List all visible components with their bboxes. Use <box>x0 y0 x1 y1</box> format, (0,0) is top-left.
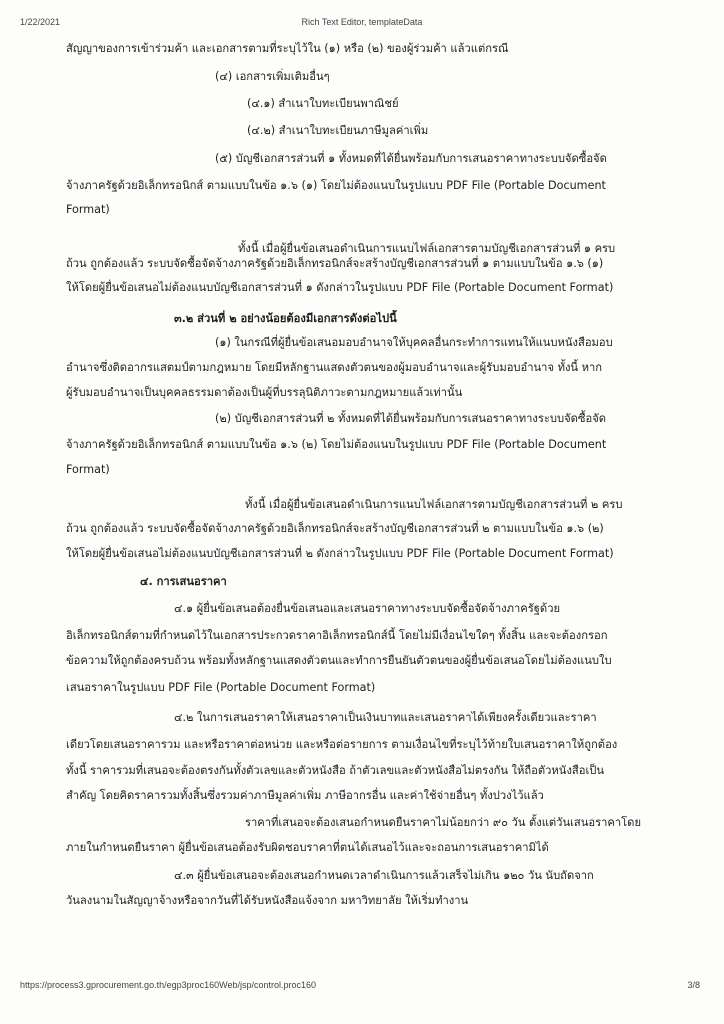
text-line: จ้างภาครัฐด้วยอิเล็กทรอนิกส์ ตามแบบในข้อ ๑.๖ (๒) โดยไม่ต้องแนบในรูปแบบ PDF File (Portable Document <box>66 438 607 451</box>
print-date: 1/22/2021 <box>20 17 61 27</box>
page-number: 3/8 <box>687 980 700 990</box>
text-line: Format) <box>66 463 110 476</box>
print-title: Rich Text Editor, templateData <box>301 17 423 27</box>
text-line: เสนอราคาในรูปแบบ PDF File (Portable Document Format) <box>66 681 376 694</box>
text-line: จ้างภาครัฐด้วยอิเล็กทรอนิกส์ ตามแบบในข้อ ๑.๖ (๑) โดยไม่ต้องแนบในรูปแบบ PDF File (Portable Document <box>66 179 606 192</box>
text-line: (๔.๑) สำเนาใบทะเบียนพาณิชย์ <box>247 97 399 110</box>
footer-url: https://process3.gprocurement.go.th/egp3proc160Web/jsp/control.proc160 <box>20 980 317 990</box>
text-line: อิเล็กทรอนิกส์ตามที่กำหนดไว้ในเอกสารประกวดราคาอิเล็กทรอนิกส์นี้ โดยไม่มีเงื่อนไขใดๆ ทั้งสิ้น และจะต้องกรอก <box>66 629 608 642</box>
text-line: ทั้งนี้ ราคารวมที่เสนอจะต้องตรงกันทั้งตัวเลขและตัวหนังสือ ถ้าตัวเลขและตัวหนังสือไม่ตรงกัน ให้ถือตัวหนังสือเป็น <box>66 764 605 777</box>
text-line: (๔.๒) สำเนาใบทะเบียนภาษีมูลค่าเพิ่ม <box>247 124 429 137</box>
section-heading: ๔. การเสนอราคา <box>140 575 227 588</box>
text-line: Format) <box>66 203 110 216</box>
text-line: สัญญาของการเข้าร่วมค้า และเอกสารตามที่ระบุไว้ใน (๑) หรือ (๒) ของผู้ร่วมค้า แล้วแต่กรณี <box>66 42 509 55</box>
text-line: เดียวโดยเสนอราคารวม และหรือราคาต่อหน่วย และหรือต่อรายการ ตามเงื่อนไขที่ระบุไว้ท้ายใบเสนอราคาให้ถูกต้อง <box>66 738 618 751</box>
text-line: ทั้งนี้ เมื่อผู้ยื่นข้อเสนอดำเนินการแนบไฟล์เอกสารตามบัญชีเอกสารส่วนที่ ๑ ครบ <box>238 242 616 255</box>
text-line: ภายในกำหนดยืนราคา ผู้ยื่นข้อเสนอต้องรับผิดชอบราคาที่ตนได้เสนอไว้และจะถอนการเสนอราคามิได้ <box>66 841 549 854</box>
text-line: ข้อความให้ถูกต้องครบถ้วน พร้อมทั้งหลักฐานแสดงตัวตนและทำการยืนยันตัวตนของผู้ยื่นข้อเสนอโดยไม่ต้องแนบใบ <box>66 654 612 667</box>
text-line: ๔.๑ ผู้ยื่นข้อเสนอต้องยื่นข้อเสนอและเสนอราคาทางระบบจัดซื้อจัดจ้างภาครัฐด้วย <box>174 602 561 615</box>
text-line: ถ้วน ถูกต้องแล้ว ระบบจัดซื้อจัดจ้างภาครัฐด้วยอิเล็กทรอนิกส์จะสร้างบัญชีเอกสารส่วนที่ ๒ ตามแบบในข้อ ๑.๖ (๒) <box>66 522 604 535</box>
text-line: (๕) บัญชีเอกสารส่วนที่ ๑ ทั้งหมดที่ได้ยื่นพร้อมกับการเสนอราคาทางระบบจัดซื้อจัด <box>215 152 607 165</box>
text-line: (๒) บัญชีเอกสารส่วนที่ ๒ ทั้งหมดที่ได้ยื่นพร้อมกับการเสนอราคาทางระบบจัดซื้อจัด <box>215 412 607 425</box>
text-line: ทั้งนี้ เมื่อผู้ยื่นข้อเสนอดำเนินการแนบไฟล์เอกสารตามบัญชีเอกสารส่วนที่ ๒ ครบ <box>245 498 623 511</box>
text-line: ให้โดยผู้ยื่นข้อเสนอไม่ต้องแนบบัญชีเอกสารส่วนที่ ๑ ดังกล่าวในรูปแบบ PDF File (Portable Document Format) <box>66 281 614 294</box>
section-heading: ๓.๒ ส่วนที่ ๒ อย่างน้อยต้องมีเอกสารดังต่อไปนี้ <box>174 312 397 325</box>
text-line: ราคาที่เสนอจะต้องเสนอกำหนดยืนราคาไม่น้อยกว่า ๙๐ วัน ตั้งแต่วันเสนอราคาโดย <box>245 816 642 829</box>
text-line: ๔.๒ ในการเสนอราคาให้เสนอราคาเป็นเงินบาทและเสนอราคาได้เพียงครั้งเดียวและราคา <box>174 711 597 724</box>
text-line: ถ้วน ถูกต้องแล้ว ระบบจัดซื้อจัดจ้างภาครัฐด้วยอิเล็กทรอนิกส์จะสร้างบัญชีเอกสารส่วนที่ ๑ ตามแบบในข้อ ๑.๖ (๑) <box>66 257 604 270</box>
text-line: (๑) ในกรณีที่ผู้ยื่นข้อเสนอมอบอำนาจให้บุคคลอื่นกระทำการแทนให้แนบหนังสือมอบ <box>215 336 613 349</box>
text-line: ให้โดยผู้ยื่นข้อเสนอไม่ต้องแนบบัญชีเอกสารส่วนที่ ๒ ดังกล่าวในรูปแบบ PDF File (Portable Document Format) <box>66 547 614 560</box>
text-line: สำคัญ โดยคิดราคารวมทั้งสิ้นซึ่งรวมค่าภาษีมูลค่าเพิ่ม ภาษีอากรอื่น และค่าใช้จ่ายอื่นๆ ทั้งปวงไว้แล้ว <box>66 789 544 802</box>
text-line: ๔.๓ ผู้ยื่นข้อเสนอจะต้องเสนอกำหนดเวลาดำเนินการแล้วเสร็จไม่เกิน ๑๒๐ วัน นับถัดจาก <box>174 869 594 882</box>
text-line: (๔) เอกสารเพิ่มเติมอื่นๆ <box>215 70 330 83</box>
text-line: วันลงนามในสัญญาจ้างหรือจากวันที่ได้รับหนังสือแจ้งจาก มหาวิทยาลัย ให้เริ่มทำงาน <box>66 894 469 907</box>
text-line: ผู้รับมอบอำนาจเป็นบุคคลธรรมดาต้องเป็นผู้ที่บรรลุนิติภาวะตามกฎหมายแล้วเท่านั้น <box>66 386 463 399</box>
text-line: อำนาจซึ่งติดอากรแสตมป์ตามกฎหมาย โดยมีหลักฐานแสดงตัวตนของผู้มอบอำนาจและผู้รับมอบอำนาจ ทั้งนี้ หาก <box>66 361 603 374</box>
